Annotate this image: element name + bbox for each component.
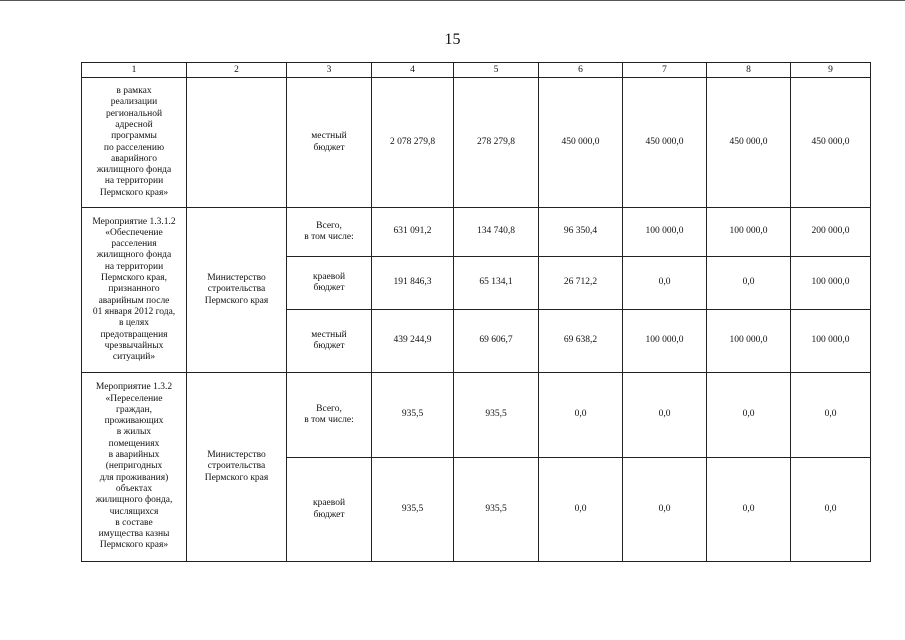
column-header: 7 <box>623 63 707 78</box>
amount-cell: 450 000,0 <box>539 78 623 208</box>
amount-cell: 935,5 <box>372 458 454 562</box>
amount-cell: 69 638,2 <box>539 310 623 373</box>
amount-cell: 65 134,1 <box>454 257 539 310</box>
amount-cell: 0,0 <box>707 458 791 562</box>
column-header: 8 <box>707 63 791 78</box>
amount-cell: 450 000,0 <box>623 78 707 208</box>
amount-cell: 935,5 <box>454 373 539 458</box>
amount-cell: 0,0 <box>623 373 707 458</box>
amount-cell: 0,0 <box>623 257 707 310</box>
measure-description: Мероприятие 1.3.2 «Переселение граждан, проживающих в жилых помещениях в аварийных (непригодных для проживания) объектах жилищного фонда, числящихся в составе имущества казны Пермского края» <box>82 373 187 562</box>
funding-source: Всего, в том числе: <box>287 208 372 257</box>
amount-cell: 935,5 <box>372 373 454 458</box>
amount-cell: 69 606,7 <box>454 310 539 373</box>
funding-source: местный бюджет <box>287 78 372 208</box>
funding-source: местный бюджет <box>287 310 372 373</box>
page-number: 15 <box>444 31 461 48</box>
amount-cell: 935,5 <box>454 458 539 562</box>
amount-cell: 0,0 <box>707 257 791 310</box>
column-header: 5 <box>454 63 539 78</box>
amount-cell: 96 350,4 <box>539 208 623 257</box>
column-header: 9 <box>791 63 871 78</box>
funding-source: Всего, в том числе: <box>287 373 372 458</box>
budget-table <box>81 62 871 562</box>
amount-cell: 191 846,3 <box>372 257 454 310</box>
measure-description: Мероприятие 1.3.1.2 «Обеспечение расселения жилищного фонда на территории Пермского края, признанного аварийным после 01 января 2012 года, в целях предотвращения чрезвычайных ситуаций» <box>82 208 187 373</box>
amount-cell: 100 000,0 <box>707 310 791 373</box>
column-header: 6 <box>539 63 623 78</box>
table-row <box>82 78 871 208</box>
amount-cell: 631 091,2 <box>372 208 454 257</box>
amount-cell: 0,0 <box>791 373 871 458</box>
column-header: 1 <box>82 63 187 78</box>
responsible-executor: Министерство строительства Пермского края <box>187 373 287 562</box>
responsible-executor: Министерство строительства Пермского края <box>187 208 287 373</box>
amount-cell: 439 244,9 <box>372 310 454 373</box>
funding-source: краевой бюджет <box>287 458 372 562</box>
amount-cell: 26 712,2 <box>539 257 623 310</box>
amount-cell: 200 000,0 <box>791 208 871 257</box>
amount-cell: 0,0 <box>707 373 791 458</box>
column-header: 3 <box>287 63 372 78</box>
column-header: 4 <box>372 63 454 78</box>
amount-cell: 100 000,0 <box>707 208 791 257</box>
table-row <box>82 373 871 458</box>
amount-cell: 450 000,0 <box>707 78 791 208</box>
column-header: 2 <box>187 63 287 78</box>
amount-cell: 100 000,0 <box>791 310 871 373</box>
amount-cell: 100 000,0 <box>623 310 707 373</box>
amount-cell: 134 740,8 <box>454 208 539 257</box>
measure-description: в рамках реализации региональной адресной программы по расселению аварийного жилищного фонда на территории Пермского края» <box>82 78 187 208</box>
amount-cell: 278 279,8 <box>454 78 539 208</box>
header-row <box>82 63 871 78</box>
amount-cell: 2 078 279,8 <box>372 78 454 208</box>
amount-cell: 100 000,0 <box>623 208 707 257</box>
responsible-executor <box>187 78 287 208</box>
table-row <box>82 208 871 257</box>
amount-cell: 450 000,0 <box>791 78 871 208</box>
amount-cell: 0,0 <box>791 458 871 562</box>
amount-cell: 0,0 <box>539 373 623 458</box>
scan-top-edge <box>0 0 905 1</box>
amount-cell: 0,0 <box>623 458 707 562</box>
amount-cell: 0,0 <box>539 458 623 562</box>
amount-cell: 100 000,0 <box>791 257 871 310</box>
funding-source: краевой бюджет <box>287 257 372 310</box>
